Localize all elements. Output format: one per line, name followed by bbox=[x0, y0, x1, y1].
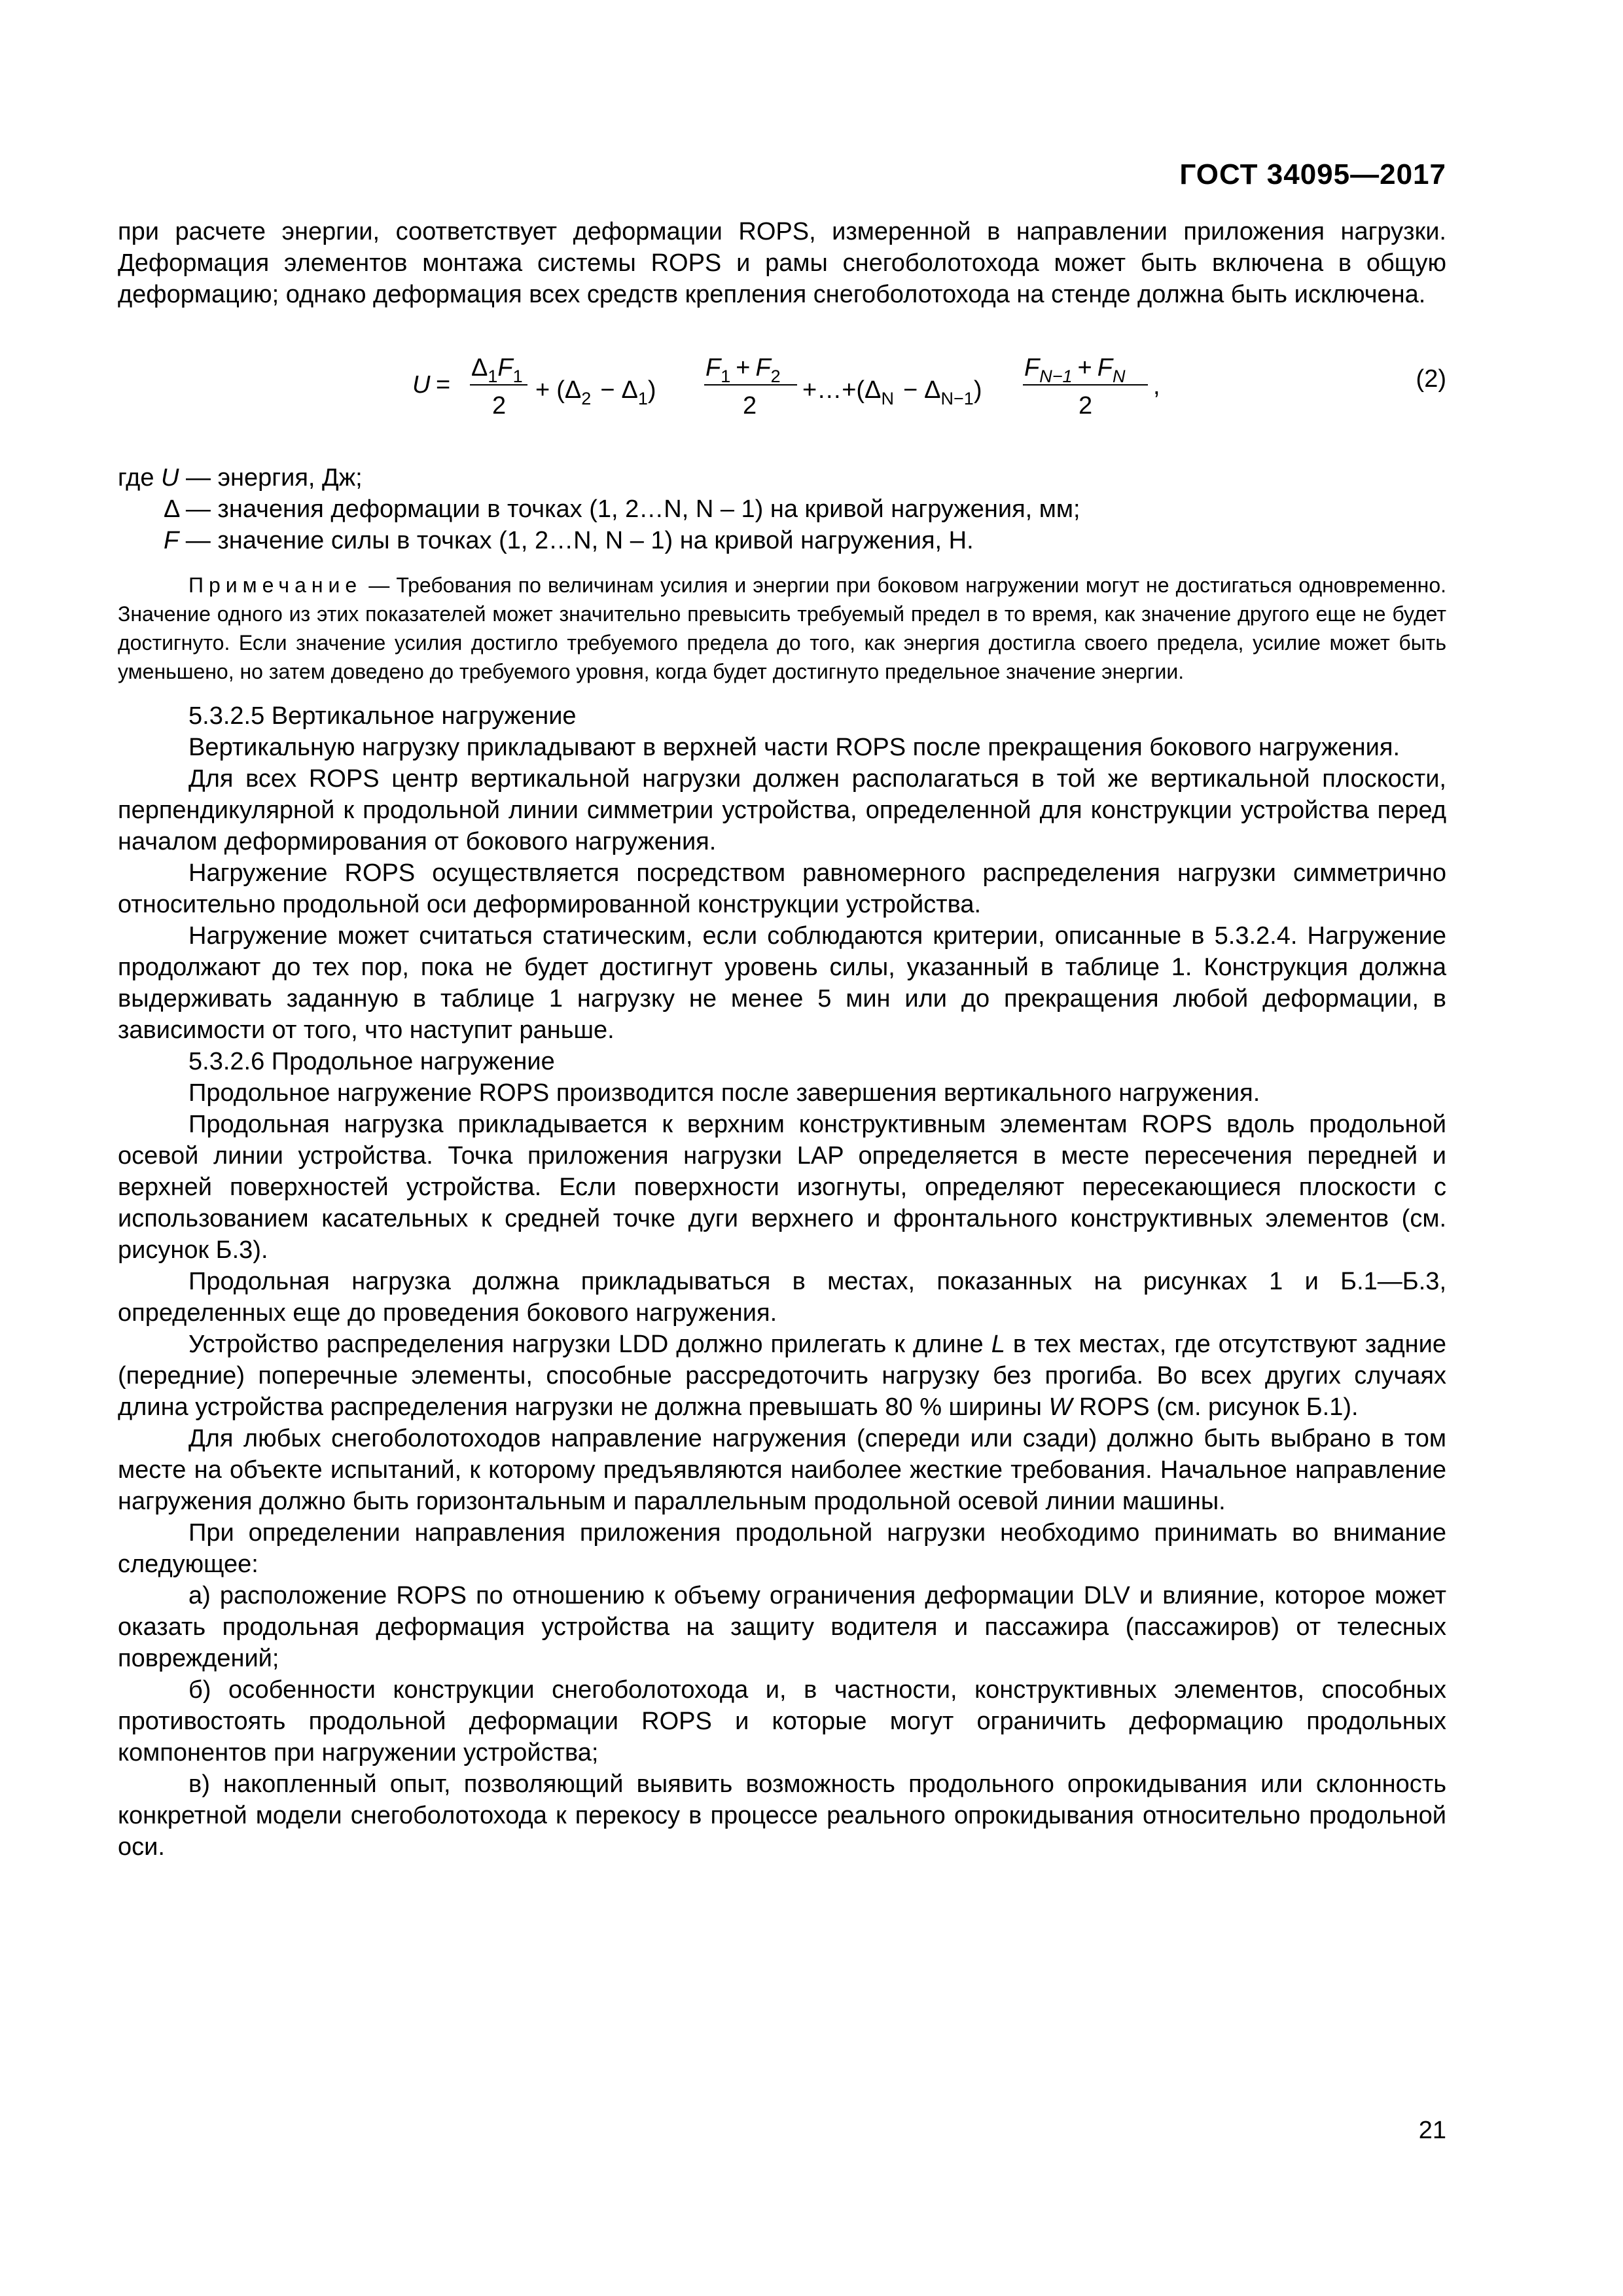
note-label: Примечание bbox=[188, 573, 363, 597]
formula-term2-denominator: 2 bbox=[743, 392, 757, 420]
formula-termN-diff: $+\dots+(\Delta_N - \Delta_{N-1})$ bbox=[802, 376, 982, 408]
formula-u: U bbox=[412, 371, 431, 399]
paragraph: Для всех ROPS центр вертикальной нагрузки должен располагаться в той же вертикальной плоскости, перпендикулярной к продольной линии симметрии устройства, определенной для конструкции устройства перед началом деформирования от бокового нагружения. bbox=[118, 765, 1446, 855]
list-item: в) накопленный опыт, позволяющий выявить возможность продольного опрокидывания или склонность конкретной модели снегоболотохода к перекосу в процессе реального опрокидывания относительно продольной оси. bbox=[118, 1770, 1446, 1861]
paragraph: Для любых снегоболотоходов направление нагружения (спереди или сзади) должно быть выбрано в том месте на объекте испытаний, к которому предъявляются наиболее жесткие требования. Начальное направление нагружения должно быть горизонтальным и параллельным продольной осевой линии машины. bbox=[118, 1425, 1446, 1515]
intro-paragraph: при расчете энергии, соответствует деформации ROPS, измеренной в направлении приложения нагрузки. Деформация элементов монтажа системы ROPS и рамы снегоболотохода может быть включена в общую деформацию; однако деформация всех средств крепления снегоболотохода на стенде должна быть исключена. bbox=[118, 218, 1446, 308]
paragraph: Вертикальную нагрузку прикладывают в верхней части ROPS после прекращения бокового нагружения. bbox=[188, 734, 1400, 761]
definition-delta: Δ — значения деформации в точках (1, 2…N, N – 1) на кривой нагружения, мм; bbox=[164, 495, 1080, 523]
page-body bbox=[118, 216, 1446, 1863]
document-code: ГОСТ 34095—2017 bbox=[1179, 158, 1446, 190]
formula-termN-numerator: $F_{N-1} + F_N$ bbox=[1024, 354, 1126, 386]
paragraph: Продольная нагрузка должна прикладываться в местах, показанных на рисунках 1 и Б.1—Б.3, определенных еще до проведения бокового нагружения. bbox=[118, 1268, 1446, 1327]
paragraph: Продольная нагрузка прикладывается к верхним конструктивным элементам ROPS вдоль продольной осевой линии устройства. Точка приложения нагрузки LAP определяется в месте пересечения передней и верхней поверхностей устройства. Если поверхности изогнуты, определяют пересекающиеся плоскости с использованием касательных к средней точке дуги верхнего и фронтального конструктивных элементов (см. рисунок Б.3). bbox=[118, 1111, 1446, 1264]
formula-term1-denominator: 2 bbox=[492, 392, 507, 420]
equation-number: (2) bbox=[1416, 365, 1446, 393]
list-item: а) расположение ROPS по отношению к объему ограничения деформации DLV и влияние, которое может оказать продольная деформация устройства на защиту водителя и пассажира (пассажиров) от телесных повреждений; bbox=[118, 1582, 1446, 1672]
formula-term2-numerator: $F_1 + F_2$ bbox=[705, 354, 781, 386]
energy-formula bbox=[118, 342, 1446, 440]
formula-comma: , bbox=[1153, 372, 1160, 400]
page-number: 21 bbox=[1418, 2117, 1446, 2144]
formula-eq: = bbox=[436, 371, 451, 399]
paragraph: Нагружение ROPS осуществляется посредством равномерного распределения нагрузки симметрично относительно продольной оси деформированной конструкции устройства. bbox=[118, 859, 1446, 918]
paragraph: Продольное нагружение ROPS производится после завершения вертикального нагружения. bbox=[188, 1079, 1260, 1107]
section-heading-5326: 5.3.2.6 Продольное нагружение bbox=[188, 1048, 555, 1075]
paragraph: Устройство распределения нагрузки LDD должно прилегать к длине L в тех местах, где отсутствуют задние (передние) поперечные элементы, способные рассредоточить нагрузку без прогиба. Во всех других случаях длина устройства распределения нагрузки не должна превышать 80 % ширины W ROPS (см. рисунок Б.1). bbox=[118, 1331, 1446, 1421]
section-heading-5325: 5.3.2.5 Вертикальное нагружение bbox=[188, 702, 577, 730]
note-paragraph: Примечание — Требования по величинам усилия и энергии при боковом нагружении могут не достигаться одновременно. Значение одного из этих показателей может значительно превысить требуемый предел в то время, как значение другого еще не будет достигнуто. Если значение усилия достигло требуемого предела до того, как энергия достигла своего предела, усилие может быть уменьшено, но затем доведено до требуемого уровня, когда будет достигнуто предельное значение энергии. bbox=[118, 573, 1446, 683]
formula-definitions bbox=[118, 462, 1446, 556]
formula-termN-denominator: 2 bbox=[1079, 392, 1093, 420]
formula-term2-diff: + $(\Delta_2 - \Delta_1)$ bbox=[535, 376, 656, 408]
list-item: б) особенности конструкции снегоболотохода и, в частности, конструктивных элементов, способных противостоять продольной деформации ROPS и которые могут ограничить деформацию продольных компонентов при нагружении устройства; bbox=[118, 1676, 1446, 1767]
formula-graphic bbox=[412, 342, 1263, 440]
paragraph: Нагружение может считаться статическим, если соблюдаются критерии, описанные в 5.3.2.4. Нагружение продолжают до тех пор, пока не будет достигнут уровень силы, указанный в таблице 1. Конструкция должна выдерживать заданную в таблице 1 нагрузку не менее 5 мин или до прекращения любой деформации, в зависимости от того, что наступит раньше. bbox=[118, 922, 1446, 1044]
paragraph: При определении направления приложения продольной нагрузки необходимо принимать во внимание следующее: bbox=[118, 1519, 1446, 1578]
definition-f: F — значение силы в точках (1, 2…N, N – 1) на кривой нагружения, Н. bbox=[164, 527, 974, 554]
formula-term1-numerator: $\Delta_1F_1$ bbox=[471, 354, 523, 386]
definition-u: где U — энергия, Дж; bbox=[118, 464, 363, 492]
